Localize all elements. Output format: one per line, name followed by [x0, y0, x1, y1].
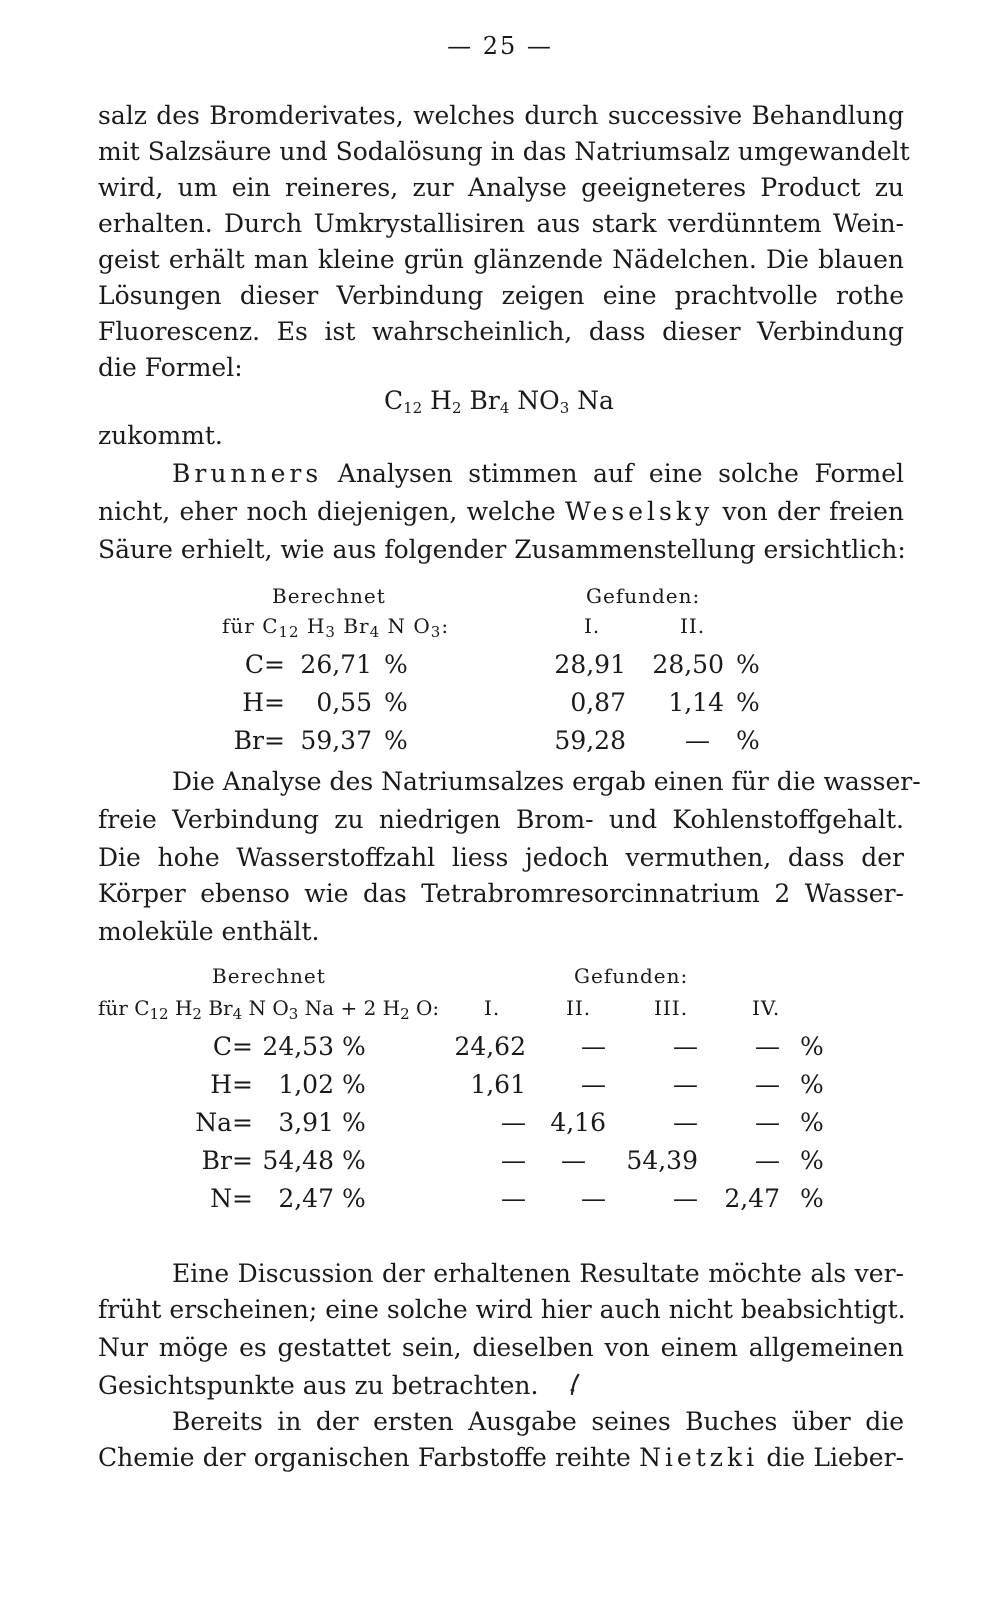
calculated-value: 1,02	[278, 1070, 334, 1099]
element-symbol: H	[210, 1070, 232, 1099]
element-symbol: N	[210, 1184, 232, 1213]
calculated-value: 54,48	[262, 1146, 334, 1175]
text-line: Nur möge es gestattet sein, dieselben von einem allgemeinen	[98, 1333, 904, 1362]
column-label: I.	[584, 614, 601, 638]
element-symbol: H	[242, 688, 264, 717]
percent-sign: %	[342, 1184, 366, 1213]
column-label: IV.	[752, 996, 781, 1020]
found-value: 4,16	[550, 1108, 606, 1137]
equals-sign: =	[232, 1032, 253, 1061]
text-line: geist erhält man kleine grün glänzende Nädelchen. Die blauen	[98, 245, 904, 274]
found-value: 24,62	[454, 1032, 526, 1061]
equals-sign: =	[264, 726, 285, 755]
found-value: —	[673, 1184, 698, 1213]
text-line: erhalten. Durch Umkrystallisiren aus stark verdünntem Wein-	[98, 209, 904, 238]
percent-sign: %	[342, 1032, 366, 1061]
element-symbol: C	[212, 1032, 232, 1061]
text-line: Brunners Analysen stimmen auf eine solche Formel	[172, 459, 905, 488]
column-label: II.	[680, 614, 706, 638]
found-value: —	[501, 1146, 526, 1175]
column-label: II.	[566, 996, 592, 1020]
percent-sign: %	[800, 1032, 824, 1061]
text-line: Fluorescenz. Es ist wahrscheinlich, dass dieser Verbindung	[98, 317, 904, 346]
percent-sign: %	[800, 1184, 824, 1213]
percent-sign: %	[800, 1146, 824, 1175]
text-line: wird, um ein reineres, zur Analyse geeigneteres Product zu	[98, 173, 904, 202]
percent-sign: %	[800, 1070, 824, 1099]
equals-sign: =	[264, 650, 285, 679]
calculated-value: 59,37	[300, 726, 372, 755]
table-header-calculated: Berechnet	[272, 584, 386, 608]
table-header-found: Gefunden:	[574, 964, 689, 988]
text-line: Gesichtspunkte aus zu betrachten.	[98, 1371, 539, 1400]
equals-sign: =	[232, 1070, 253, 1099]
text-line: Lösungen dieser Verbindung zeigen eine prachtvolle rothe	[98, 281, 904, 310]
calculated-value: 26,71	[300, 650, 372, 679]
text-line: zukommt.	[98, 421, 223, 450]
found-value: —	[501, 1108, 526, 1137]
found-value: 1,61	[470, 1070, 526, 1099]
text-line: mit Salzsäure und Sodalösung in das Natriumsalz umgewandelt	[98, 137, 910, 166]
text-line: salz des Bromderivates, welches durch successive Behandlung	[98, 101, 904, 130]
calculated-value: 0,55	[316, 688, 372, 717]
element-symbol: Br	[233, 726, 264, 755]
percent-sign: %	[384, 650, 408, 679]
calculated-value: 24,53	[262, 1032, 334, 1061]
text-line: Die hohe Wasserstoffzahl liess jedoch vermuthen, dass der	[98, 843, 904, 872]
percent-sign: %	[736, 726, 760, 755]
equals-sign: =	[232, 1108, 253, 1137]
found-value: —	[581, 1184, 606, 1213]
percent-sign: %	[342, 1146, 366, 1175]
found-value: —	[673, 1032, 698, 1061]
found-value: —	[561, 1146, 586, 1175]
column-label: III.	[654, 996, 689, 1020]
text-line: früht erscheinen; eine solche wird hier auch nicht beabsichtigt.	[98, 1295, 906, 1324]
equals-sign: =	[232, 1184, 253, 1213]
table-header-found: Gefunden:	[586, 584, 701, 608]
text-line: Chemie der organischen Farbstoffe reihte Nietzki die Lieber-	[98, 1443, 904, 1472]
found-value: —	[581, 1070, 606, 1099]
found-value: —	[685, 726, 710, 755]
page-number: — 25 —	[447, 32, 553, 60]
percent-sign: %	[384, 726, 408, 755]
element-symbol: Br	[201, 1146, 232, 1175]
found-value: 0,87	[570, 688, 626, 717]
percent-sign: %	[384, 688, 408, 717]
percent-sign: %	[736, 688, 760, 717]
found-value: —	[755, 1146, 780, 1175]
chemical-formula: $C_{12}$ $H_2$ $Br_4$ $NO_3$ Na	[384, 386, 614, 417]
text-line: freie Verbindung zu niedrigen Brom- und Kohlenstoffgehalt.	[98, 805, 904, 834]
equals-sign: =	[264, 688, 285, 717]
text-line: nicht, eher noch diejenigen, welche Weselsky von der freien	[98, 497, 905, 526]
text-line: Die Analyse des Natriumsalzes ergab einen für die wasser-	[172, 767, 921, 796]
found-value: —	[755, 1070, 780, 1099]
found-value: —	[755, 1032, 780, 1061]
text-line: Körper ebenso wie das Tetrabromresorcinnatrium 2 Wasser-	[98, 879, 904, 908]
calculated-value: 3,91	[278, 1108, 334, 1137]
element-symbol: Na	[195, 1108, 232, 1137]
percent-sign: %	[800, 1108, 824, 1137]
text-line: moleküle enthält.	[98, 917, 320, 946]
found-value: —	[673, 1070, 698, 1099]
found-value: 1,14	[668, 688, 724, 717]
percent-sign: %	[342, 1108, 366, 1137]
table-formula: für $C_{12}$ $H_3$ $Br_4$ N $O_3$:	[222, 614, 450, 641]
found-value: 28,50	[652, 650, 724, 679]
found-value: —	[673, 1108, 698, 1137]
author-name: Brunners	[172, 459, 323, 488]
text-line: die Formel:	[98, 353, 243, 382]
table-header-calculated: Berechnet	[212, 964, 326, 988]
author-name: Weselsky	[564, 497, 714, 526]
calculated-value: 2,47	[278, 1184, 334, 1213]
found-value: —	[501, 1184, 526, 1213]
percent-sign: %	[736, 650, 760, 679]
author-name: Nietzki	[639, 1443, 759, 1472]
text-line: Säure erhielt, wie aus folgender Zusammenstellung ersichtlich:	[98, 535, 906, 564]
column-label: I.	[484, 996, 501, 1020]
text-line: Bereits in der ersten Ausgabe seines Buches über die	[172, 1407, 904, 1436]
found-value: 28,91	[554, 650, 626, 679]
percent-sign: %	[342, 1070, 366, 1099]
found-value: —	[755, 1108, 780, 1137]
found-value: 2,47	[724, 1184, 780, 1213]
equals-sign: =	[232, 1146, 253, 1175]
found-value: 59,28	[554, 726, 626, 755]
text-line: Eine Discussion der erhaltenen Resultate möchte als ver-	[172, 1259, 904, 1288]
table-formula: für $C_{12}$ $H_2$ $Br_4$ N $O_3$ Na + 2 $H_2$ O:	[98, 996, 440, 1023]
found-value: 54,39	[626, 1146, 698, 1175]
found-value: —	[581, 1032, 606, 1061]
element-symbol: C	[244, 650, 264, 679]
